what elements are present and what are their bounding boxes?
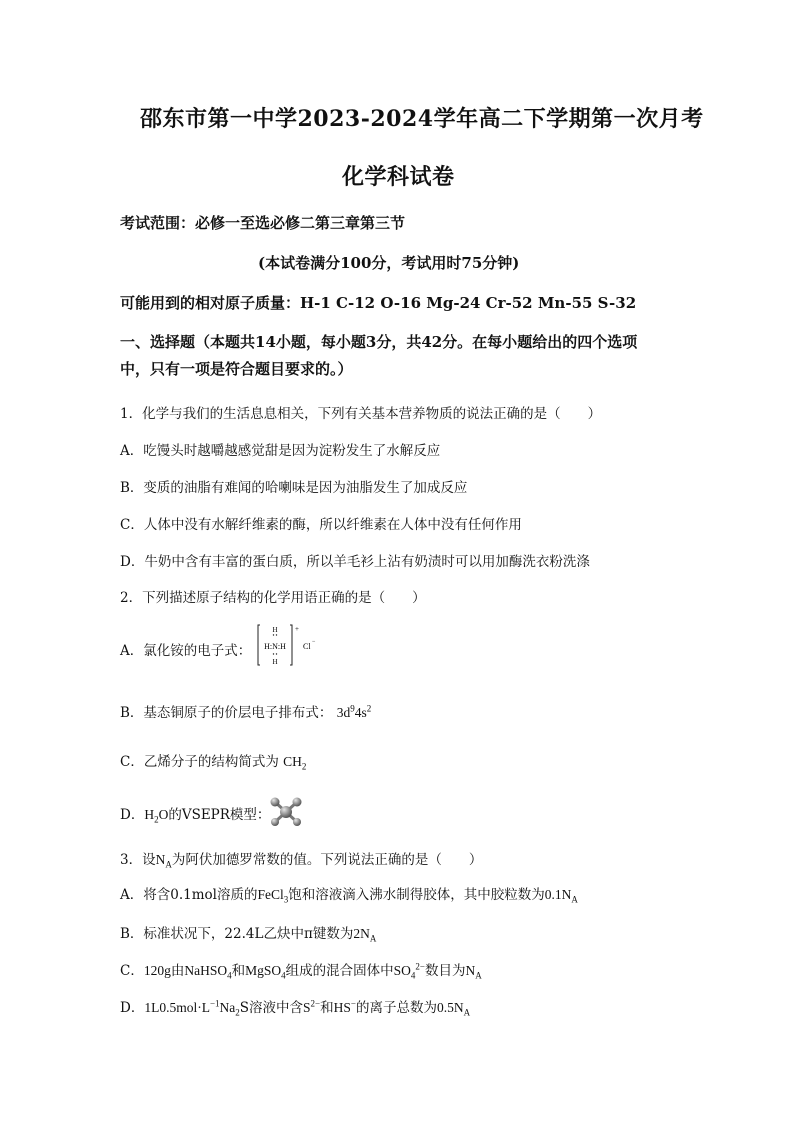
- q2-option-b-label: B．基态铜原子的价层电子排布式：: [120, 705, 333, 721]
- q2-option-c-label: C．乙烯分子的结构简式为: [120, 754, 279, 770]
- q2-option-d-label: 的VSEPR模型：: [168, 807, 271, 823]
- water-formula: $H_2O$: [144, 807, 169, 825]
- lewis-top-h: H: [272, 626, 278, 634]
- lewis-bottom-h: H: [272, 658, 278, 666]
- exam-subtitle: 化学科试卷: [342, 164, 455, 190]
- q3-stem: 3．设$N_A$为阿伏加德罗常数的值。下列说法正确的是（ ）: [120, 852, 483, 870]
- ethylene-formula: $CH_2$: [283, 754, 307, 772]
- q3-option-b: B．标准状况下，22.4L乙炔中π键数为$2N_A$: [120, 926, 377, 944]
- q1-option-c: C．人体中没有水解纤维素的酶，所以纤维素在人体中没有任何作用: [120, 517, 522, 533]
- right-bracket-icon: [290, 625, 292, 665]
- lewis-center: H:N:H: [264, 642, 286, 651]
- lewis-minus-charge: −: [312, 639, 316, 645]
- ammonium-chloride-lewis-structure: [257, 622, 327, 668]
- q3-option-c: C．120g由NaHSO$_4$和MgSO$_4$组成的混合固体中$SO_4^{2-}$数目为$N_A$: [120, 961, 482, 981]
- q2-option-a: [120, 639, 251, 659]
- left-bracket-icon: [258, 625, 260, 665]
- q2-option-d: D．$H_2O$的VSEPR模型：: [120, 807, 271, 825]
- vsepr-model-icon: [268, 796, 304, 828]
- lewis-chloride: Cl: [303, 642, 311, 651]
- q1-stem: 1．化学与我们的生活息息相关，下列有关基本营养物质的说法正确的是（ ）: [120, 406, 602, 422]
- q2-option-a-label: A．氯化铵的电子式：: [120, 643, 252, 659]
- q1-option-d: D．牛奶中含有丰富的蛋白质，所以羊毛衫上沾有奶渍时可以用加酶洗衣粉洗涤: [120, 554, 590, 570]
- exam-title: 邵东市第一中学2023-2024学年高二下学期第一次月考: [140, 106, 704, 132]
- q1-option-b: B．变质的油脂有难闻的哈喇味是因为油脂发生了加成反应: [120, 480, 468, 496]
- copper-config: $3d^94s^2$: [336, 703, 372, 720]
- lewis-plus-charge: +: [295, 625, 299, 633]
- q3-option-a: A．将含0.1mol溶质的FeCl$_3$饱和溶液滴入沸水制得胶体，其中胶粒数为$0.1N_A$: [120, 887, 578, 905]
- section-title-line1: 一、选择题（本题共14小题，每小题3分，共42分。在每小题给出的四个选项: [120, 333, 638, 351]
- q1-option-a: A．吃馒头时越嚼越感觉甜是因为淀粉发生了水解反应: [120, 443, 441, 459]
- q2-option-b: [120, 701, 371, 721]
- exam-scope: 考试范围：必修一至选必修二第三章第三节: [120, 214, 406, 232]
- q2-stem: 2．下列描述原子结构的化学用语正确的是（ ）: [120, 590, 426, 606]
- q2-option-c: [120, 750, 306, 772]
- exam-info: (本试卷满分100分，考试用时75分钟): [258, 254, 520, 272]
- section-title-line2: 中，只有一项是符合题目要求的。）: [120, 360, 353, 378]
- q3-option-d: D．$1L0.5mol\cdot L^{-1}Na_2S$溶液中含$S^{2-}$和HS−的离子总数为$0.5N_A$: [120, 998, 471, 1018]
- atomic-masses: 可能用到的相对原子质量：H-1 C-12 O-16 Mg-24 Cr-52 Mn-55 S-32: [120, 294, 637, 312]
